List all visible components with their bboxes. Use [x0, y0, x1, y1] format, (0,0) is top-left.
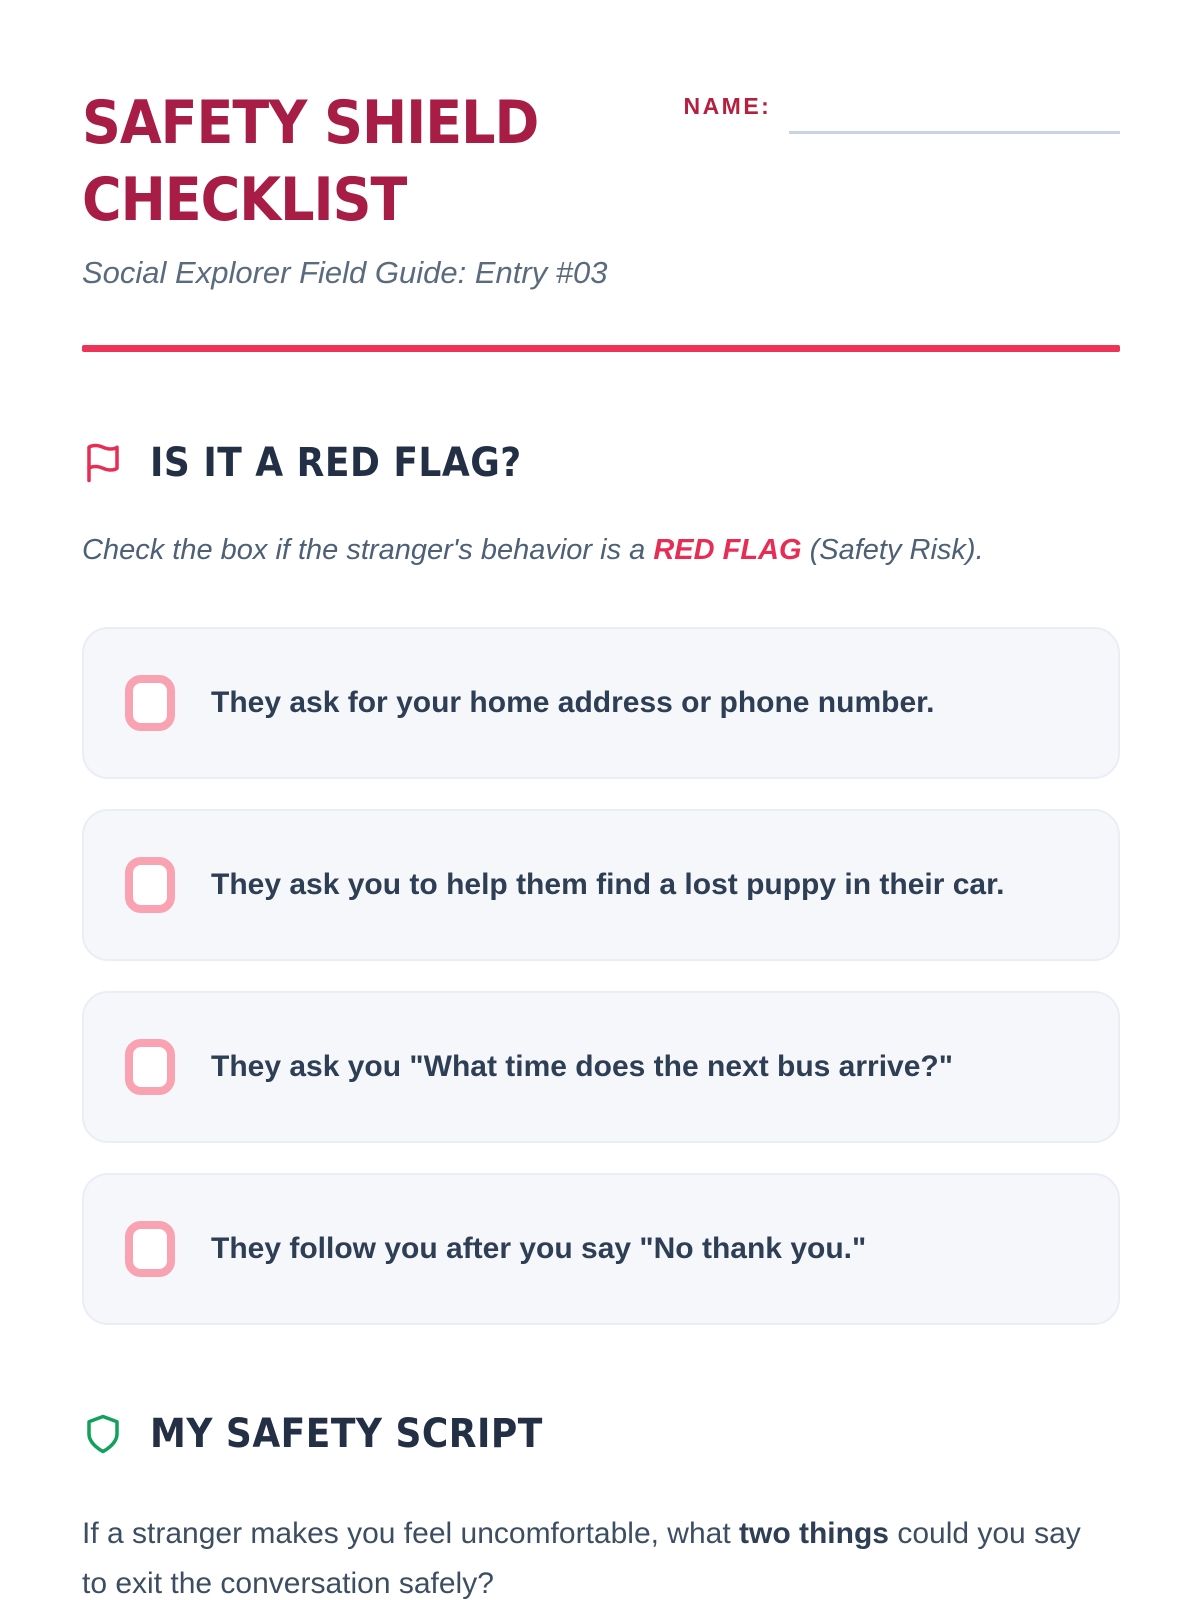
prompt-bold: two things	[739, 1517, 889, 1550]
prompt-prefix: If a stranger makes you feel uncomfortable, what	[82, 1517, 739, 1550]
checklist-item	[82, 991, 1120, 1143]
instruction-prefix: Check the box if the stranger's behavior is a	[82, 534, 654, 566]
name-field-block	[683, 91, 1120, 134]
divider-rule	[82, 345, 1120, 352]
checklist-item-label: They ask you "What time does the next bus arrive?"	[211, 1050, 953, 1083]
safety-script-prompt	[82, 1509, 1092, 1600]
name-input[interactable]	[789, 91, 1120, 134]
header	[82, 85, 1120, 239]
checklist-item	[82, 1173, 1120, 1325]
checklist-item	[82, 809, 1120, 961]
instruction-text	[82, 534, 1120, 567]
checkbox[interactable]	[125, 1039, 175, 1095]
name-label: NAME:	[683, 93, 772, 119]
prompt-suffix: could you say to exit the conversation safely?	[82, 1517, 1081, 1600]
checkbox[interactable]	[125, 857, 175, 913]
flag-icon	[82, 440, 124, 486]
checklist-item-label: They ask you to help them find a lost puppy in their car.	[211, 868, 1005, 901]
instruction-suffix: (Safety Risk).	[801, 534, 984, 566]
checklist-item	[82, 627, 1120, 779]
instruction-highlight: RED FLAG	[653, 534, 802, 566]
section-title: IS IT A RED FLAG?	[150, 440, 522, 486]
red-flag-section-heading	[82, 440, 1120, 486]
section-title: MY SAFETY SCRIPT	[150, 1411, 543, 1457]
checklist	[82, 627, 1120, 1325]
checklist-item-label: They ask for your home address or phone number.	[211, 686, 935, 719]
shield-icon	[82, 1411, 124, 1457]
page-title: SAFETY SHIELD CHECKLIST	[82, 88, 539, 235]
checkbox[interactable]	[125, 675, 175, 731]
checkbox[interactable]	[125, 1221, 175, 1277]
safety-script-section-heading	[82, 1411, 1120, 1457]
subtitle: Social Explorer Field Guide: Entry #03	[82, 255, 608, 290]
checklist-item-label: They follow you after you say "No thank you."	[211, 1232, 867, 1265]
